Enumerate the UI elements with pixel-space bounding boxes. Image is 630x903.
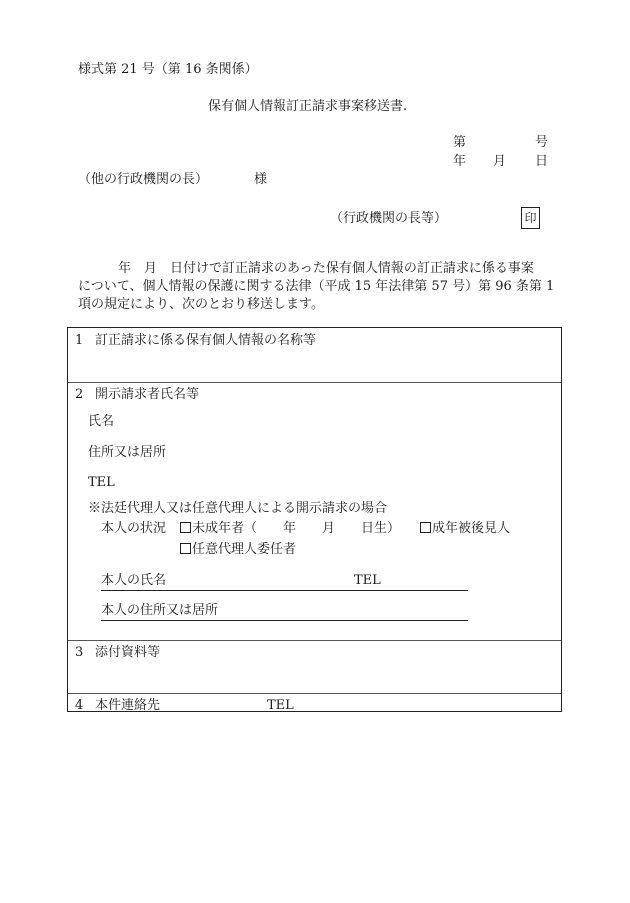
appointer-option-label: 任意代理人委任者 [192,542,297,557]
principal-address-label: 本人の住所又は居所 [101,603,219,618]
principal-name-underline [101,590,468,591]
seal-stamp: 印 [521,207,540,229]
date-month: 月 [493,154,507,169]
section-1-number: 1 [75,333,84,348]
section-2-label: 開示請求者氏名等 [95,387,200,402]
document-title: 保有個人情報訂正請求事案移送書. [208,99,408,114]
requester-address-label: 住所又は居所 [88,445,167,460]
proxy-note: ※法廷代理人又は任意代理人による開示請求の場合 [88,501,388,516]
principal-address-underline [101,620,468,621]
body-line-1: 年 月 日付けで訂正請求のあった保有個人情報の訂正請求に係る事案 [118,261,534,276]
sender: （行政機関の長等） [330,211,448,226]
date-day: 日 [535,154,549,169]
number-prefix: 第 [453,135,467,150]
principal-name-label: 本人の氏名 [101,573,167,588]
number-suffix: 号 [535,135,549,150]
section-4-number: 4 [75,698,84,713]
requester-name-label: 氏名 [88,414,115,429]
ward-option [420,522,510,535]
minor-option [180,522,400,535]
contact-tel-label: TEL [267,698,294,713]
body-line-3: 項の規定により、次のとおり移送します。 [78,297,324,312]
date-year: 年 [453,154,467,169]
transfer-details-table [67,327,562,712]
form-number: 様式第 21 号（第 16 条関係） [78,62,258,77]
appointer-checkbox [180,543,191,554]
ward-checkbox [420,522,431,533]
body-line-2: について、個人情報の保護に関する法律（平成 15 年法律第 57 号）第 96 条第 1 [78,279,555,294]
section-3-label: 添付資料等 [95,645,161,660]
minor-checkbox [180,522,191,533]
honorific: 様 [254,172,268,187]
status-label: 本人の状況 [101,521,167,536]
section-divider [68,693,561,694]
appointer-option [180,543,296,556]
requester-tel-label: TEL [88,475,115,490]
section-3-number: 3 [75,645,84,660]
section-divider [68,382,561,383]
minor-option-label: 未成年者（ 年 月 日生） [192,521,401,536]
section-1-label: 訂正請求に係る保有個人情報の名称等 [95,333,317,348]
recipient: （他の行政機関の長） [78,172,209,187]
principal-tel-label: TEL [354,573,381,588]
section-2-number: 2 [75,387,84,402]
section-divider [68,640,561,641]
section-4-label: 本件連絡先 [95,698,161,713]
ward-option-label: 成年被後見人 [432,521,511,536]
